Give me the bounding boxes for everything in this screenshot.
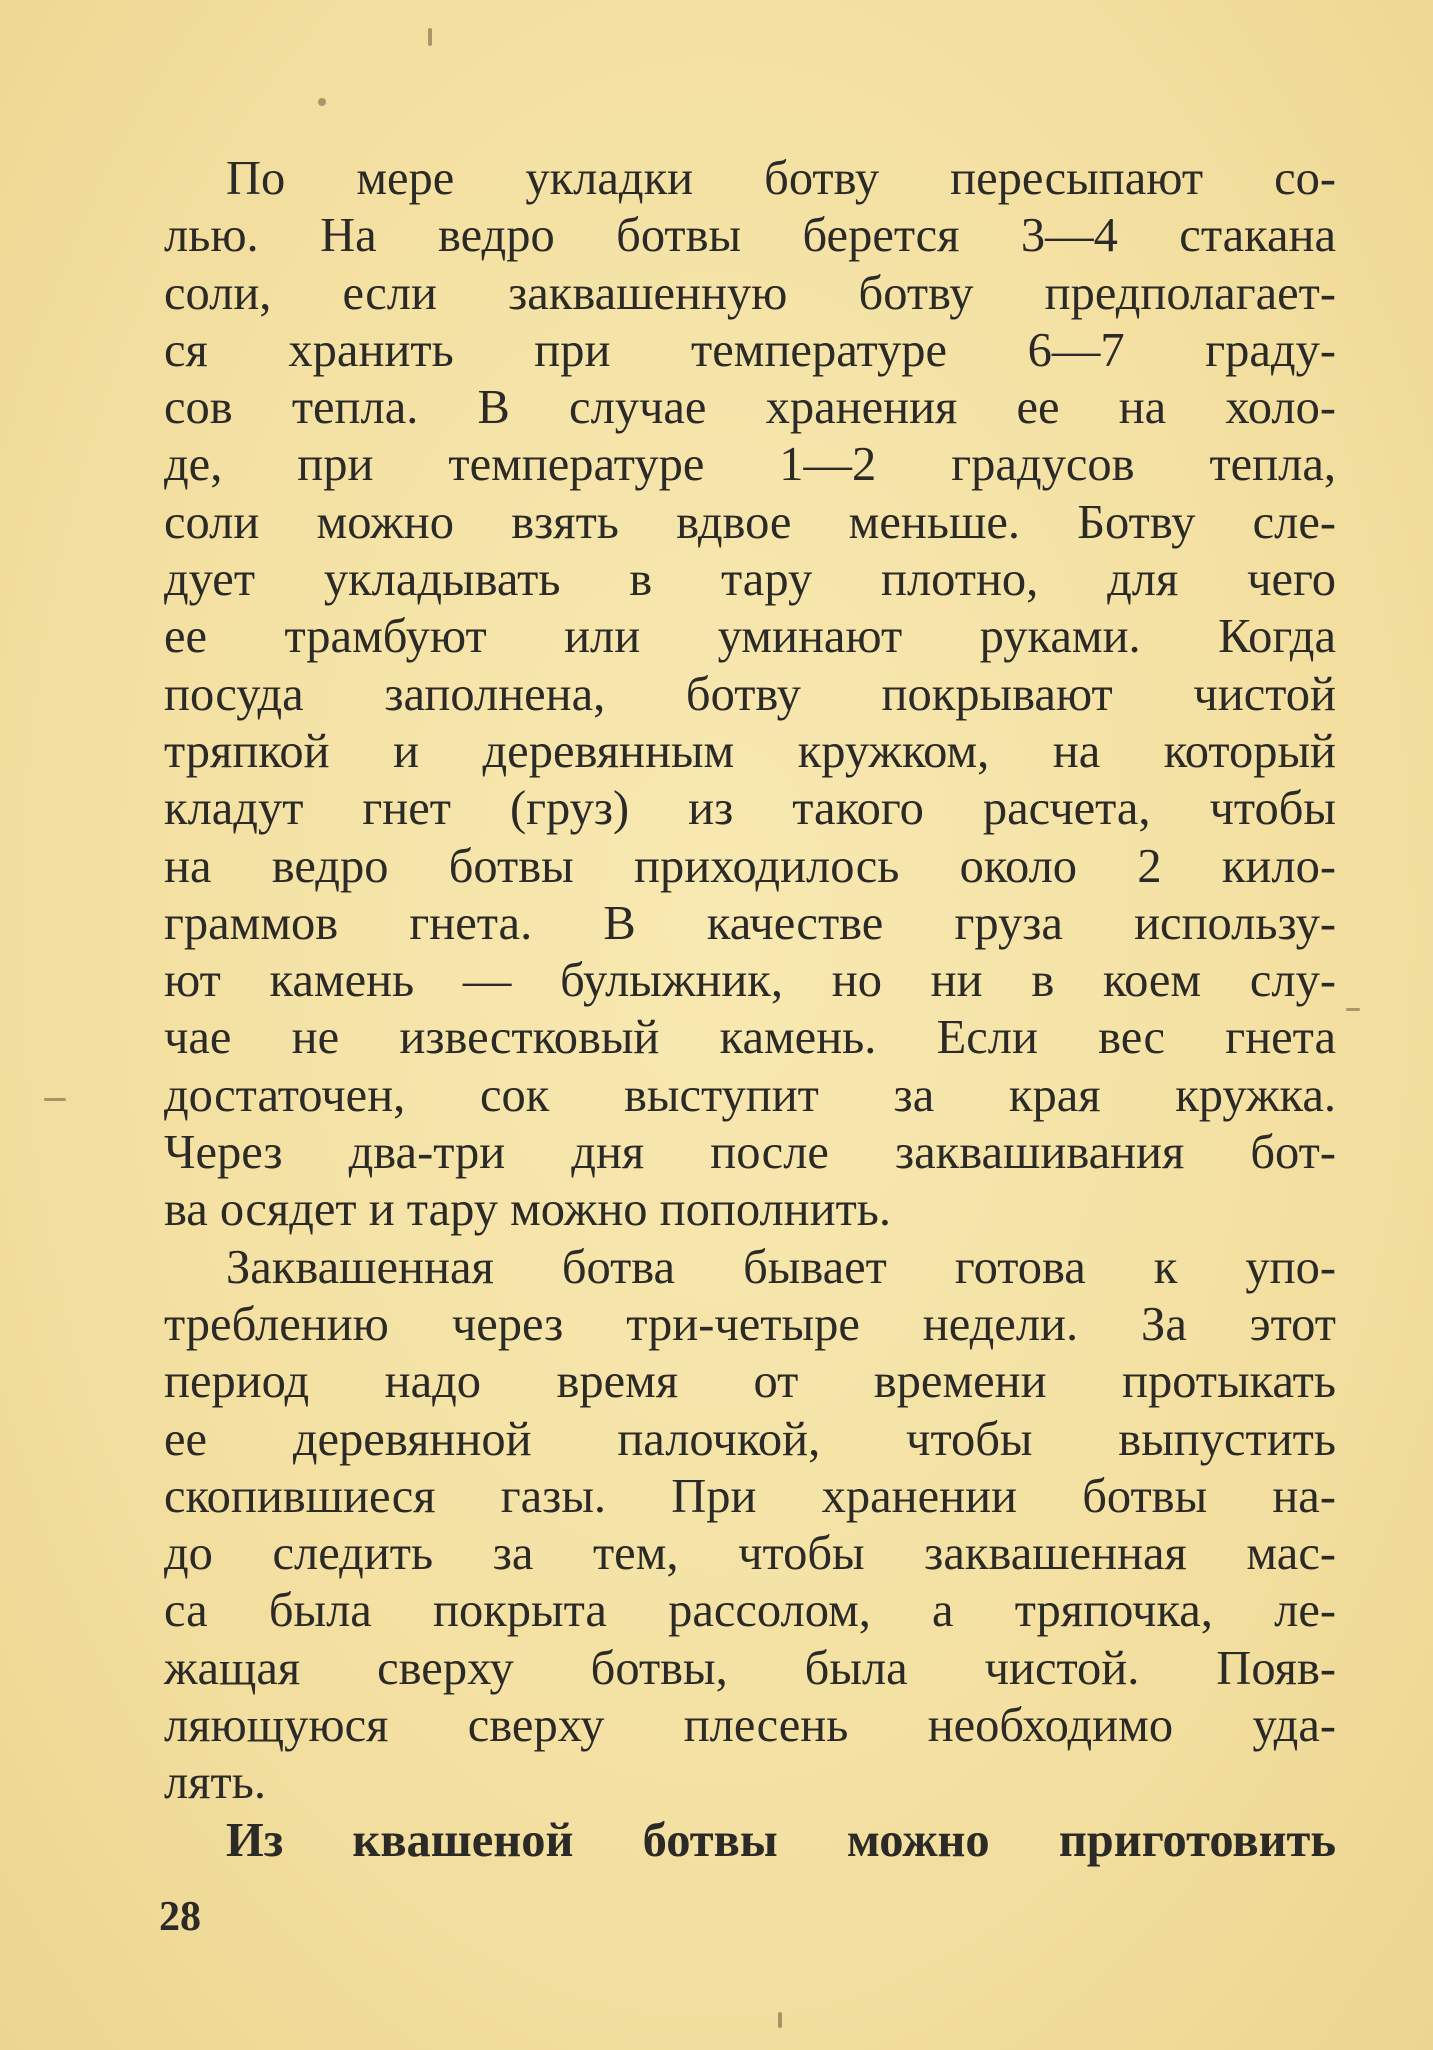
text-line: ва осядет и тару можно пополнить. (164, 1183, 892, 1237)
text-line: тряпкой и деревянным кружком, на который (164, 724, 1336, 778)
paper-speck (318, 98, 326, 106)
text-line: Заквашенная ботва бывает готова к упо- (226, 1240, 1336, 1294)
text-line: По мере укладки ботву пересыпают со- (226, 152, 1336, 205)
text-line: соли, если заквашенную ботву предполагает- (164, 266, 1336, 320)
text-line: до следить за тем, чтобы заквашенная мас- (164, 1527, 1336, 1581)
text-line: скопившиеся газы. При хранении ботвы на- (164, 1469, 1336, 1523)
page-number: 28 (159, 1894, 201, 1940)
text-line: соли можно взять вдвое меньше. Ботву сле- (164, 495, 1336, 549)
paragraph-1 (164, 150, 1336, 1239)
text-line: Из квашеной ботвы можно приготовить (226, 1813, 1336, 1867)
text-line: кладут гнет (груз) из такого расчета, чтобы (164, 782, 1336, 836)
text-line: лять. (164, 1756, 266, 1810)
paper-speck (778, 2012, 782, 2028)
text-line: граммов гнета. В качестве груза использу- (164, 896, 1336, 950)
text-line: ее деревянной палочкой, чтобы выпустить (164, 1412, 1336, 1466)
text-line: дует укладывать в тару плотно, для чего (164, 553, 1336, 607)
text-line: чае не известковый камень. Если вес гнета (164, 1011, 1336, 1065)
paper-speck (428, 28, 432, 46)
body-text (164, 150, 1336, 1869)
text-line: достаточен, сок выступит за края кружка. (164, 1068, 1336, 1122)
text-line: жащая сверху ботвы, была чистой. Появ- (164, 1641, 1336, 1695)
text-line: ся хранить при температуре 6—7 граду- (164, 323, 1336, 377)
text-line: са была покрыта рассолом, а тряпочка, ле- (164, 1584, 1336, 1638)
text-line: ее трамбуют или уминают руками. Когда (164, 610, 1336, 664)
text-line: лью. На ведро ботвы берется 3—4 стакана (164, 209, 1336, 263)
text-line: посуда заполнена, ботву покрывают чистой (164, 667, 1336, 721)
paragraph-2 (164, 1239, 1336, 1812)
text-line: период надо время от времени протыкать (164, 1355, 1336, 1409)
text-line: Через два-три дня после заквашивания бот- (164, 1126, 1336, 1180)
paragraph-3 (164, 1812, 1336, 1869)
text-line: ляющуюся сверху плесень необходимо уда- (164, 1699, 1336, 1753)
paper-speck (1346, 1008, 1360, 1011)
paper-speck (44, 1098, 66, 1101)
text-line: сов тепла. В случае хранения ее на холо- (164, 381, 1336, 435)
text-line: ют камень — булыжник, но ни в коем слу- (164, 954, 1336, 1008)
text-line: де, при температуре 1—2 градусов тепла, (164, 438, 1336, 492)
text-line: треблению через три-четыре недели. За этот (164, 1297, 1336, 1351)
text-line: на ведро ботвы приходилось около 2 кило- (164, 839, 1336, 893)
